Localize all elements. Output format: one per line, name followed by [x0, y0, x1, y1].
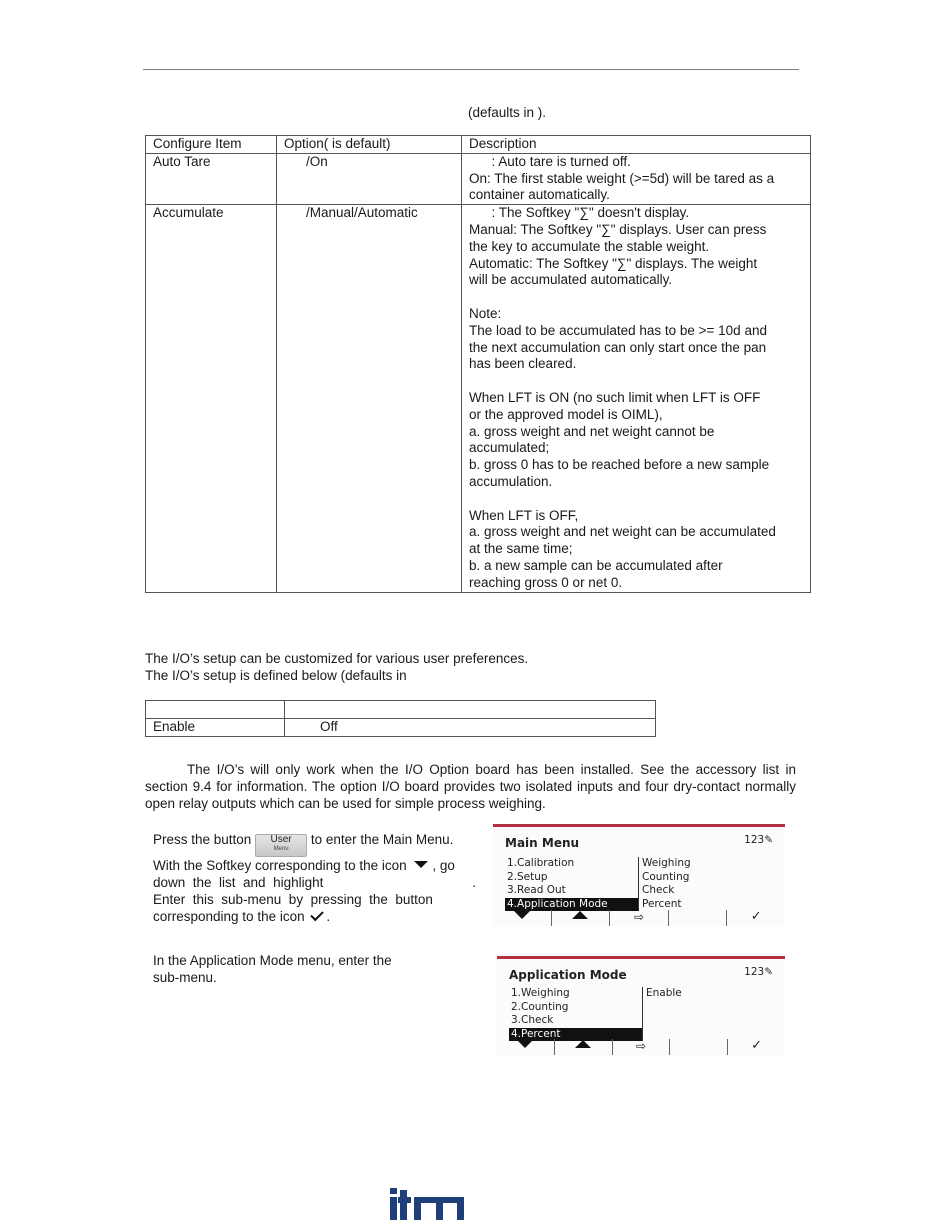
- step1-line4a: Enter this sub-menu by pressing the button: [153, 892, 433, 907]
- desc-line: a. gross weight and net weight can be accumulated: [469, 524, 776, 540]
- io-note: The I/O’s will only work when the I/O Option board has been installed. See the accessory list in section 9.4 for information. The option I/O board provides two isolated inputs and four dry-contact normally open relay outputs which can be used for simple process weighing.: [145, 762, 796, 811]
- defaults-note: (defaults in ).: [468, 105, 547, 120]
- list-item[interactable]: 1.Calibration: [507, 857, 575, 869]
- desc-line: [469, 491, 803, 508]
- desc-line: [469, 373, 803, 390]
- table-header-row: [146, 136, 811, 154]
- exit-icon: ⇨: [635, 1039, 647, 1053]
- screen-title: Main Menu: [505, 836, 580, 850]
- desc-line: : The Softkey "∑" doesn't display.: [469, 205, 690, 221]
- screen-right-list: [644, 987, 682, 1001]
- list-item: Check: [642, 884, 675, 896]
- main-menu-screen: [493, 824, 785, 926]
- row-option-auto-tare: /On: [306, 153, 328, 169]
- softkey-down[interactable]: [497, 1039, 554, 1055]
- step2-line2: sub-menu.: [153, 970, 217, 985]
- pencil-icon: ✎: [764, 966, 773, 978]
- io-intro-line-2: The I/O’s setup is defined below (defaults in: [145, 668, 407, 683]
- step1-press: Press the button: [153, 832, 252, 847]
- desc-line: will be accumulated automatically.: [469, 272, 673, 288]
- desc-line: Note:: [469, 305, 502, 321]
- softkey-down[interactable]: [493, 910, 551, 926]
- softkey-exit[interactable]: [609, 910, 668, 926]
- user-key-label: User: [270, 834, 292, 845]
- list-item-selected[interactable]: 4.Percent: [509, 1028, 642, 1042]
- softkey-blank[interactable]: [669, 1039, 727, 1055]
- softkey-bar: [493, 910, 785, 926]
- softkey-exit[interactable]: [612, 1039, 670, 1055]
- capacity-value: 123: [744, 834, 765, 846]
- desc-line: at the same time;: [469, 541, 573, 557]
- capacity-value: 123: [744, 966, 765, 978]
- desc-line: container automatically.: [469, 187, 610, 203]
- io-value-enable: Off: [320, 719, 338, 734]
- softkey-blank[interactable]: [668, 910, 727, 926]
- step2-line1: In the Application Mode menu, enter the: [153, 953, 392, 968]
- io-intro: [145, 650, 528, 684]
- table-row: [146, 205, 811, 592]
- user-menu-key[interactable]: [255, 834, 307, 857]
- application-mode-screen: [497, 956, 785, 1055]
- check-icon: ✓: [750, 909, 762, 924]
- desc-line: has been cleared.: [469, 356, 577, 372]
- step1-line2a: With the Softkey corresponding to the icon: [153, 858, 407, 873]
- desc-line: accumulated;: [469, 440, 550, 456]
- softkey-accept[interactable]: [727, 1039, 785, 1055]
- step1-line2b: , go: [432, 858, 455, 873]
- io-item-enable: Enable: [146, 719, 285, 737]
- step1-line5b: .: [326, 909, 331, 924]
- io-table: [145, 700, 656, 737]
- list-item: Weighing: [642, 857, 691, 869]
- desc-line: a. gross weight and net weight cannot be: [469, 423, 715, 439]
- screen-left-list: [509, 987, 642, 1041]
- up-arrow-icon: [575, 1040, 591, 1048]
- header-configure-item: Configure Item: [146, 136, 277, 154]
- desc-line: Manual: The Softkey "∑" displays. User can press: [469, 221, 767, 237]
- desc-line: On: The first stable weight (>=5d) will be tared as a: [469, 170, 775, 186]
- list-item[interactable]: 3.Read Out: [507, 884, 566, 896]
- desc-line: reaching gross 0 or net 0.: [469, 574, 623, 590]
- desc-line: b. a new sample can be accumulated after: [469, 557, 723, 573]
- row-item-auto-tare: Auto Tare: [146, 153, 277, 204]
- header-rule: [143, 69, 799, 70]
- list-item[interactable]: 2.Setup: [507, 870, 548, 883]
- check-icon: [311, 908, 324, 921]
- capacity-indicator: [744, 966, 773, 978]
- step1-line3a: down the list and highlight: [153, 875, 324, 890]
- column-divider: [642, 987, 643, 1041]
- header-description: Description: [462, 136, 811, 154]
- row-item-accumulate: Accumulate: [146, 205, 277, 592]
- list-item-selected[interactable]: 4.Application Mode: [505, 898, 638, 912]
- list-item[interactable]: 1.Weighing: [511, 987, 570, 999]
- desc-line: b. gross 0 has to be reached before a new sample: [469, 457, 770, 473]
- io-intro-line-1: The I/O’s setup can be customized for various user preferences.: [145, 651, 529, 666]
- desc-line: or the approved model is OIML),: [469, 406, 663, 422]
- row-desc-accumulate: [462, 205, 811, 592]
- list-item[interactable]: 3.Check: [511, 1014, 554, 1026]
- row-desc-auto-tare: [462, 153, 811, 204]
- desc-line: accumulation.: [469, 473, 553, 489]
- down-arrow-icon: [414, 861, 428, 868]
- column-divider: [638, 857, 639, 911]
- menu-key-label: Menu: [273, 846, 289, 852]
- config-table: [145, 135, 811, 593]
- screen-right-list: [640, 857, 691, 911]
- step1-to-enter: to enter the Main Menu.: [307, 832, 454, 847]
- io-header-row: [146, 701, 656, 719]
- desc-line: the key to accumulate the stable weight.: [469, 238, 710, 254]
- softkey-up[interactable]: [554, 1039, 612, 1055]
- desc-line: the next accumulation can only start once the pan: [469, 339, 767, 355]
- check-icon: ✓: [751, 1038, 763, 1053]
- itm-logo: [390, 1188, 464, 1222]
- list-item: Enable: [646, 987, 682, 999]
- screen-title: Application Mode: [509, 968, 627, 982]
- desc-line: The load to be accumulated has to be >= 10d and: [469, 322, 767, 338]
- exit-icon: ⇨: [633, 910, 645, 924]
- row-option-accumulate: /Manual/Automatic: [306, 205, 418, 221]
- desc-line: When LFT is ON (no such limit when LFT is OFF: [469, 389, 761, 405]
- desc-line: : Auto tare is turned off.: [469, 153, 631, 169]
- softkey-accept[interactable]: [726, 910, 785, 926]
- softkey-up[interactable]: [551, 910, 610, 926]
- table-row: [146, 153, 811, 204]
- list-item: Counting: [642, 870, 690, 883]
- step2-instructions: [153, 952, 392, 986]
- header-option: Option( is default): [277, 136, 462, 154]
- softkey-bar: [497, 1039, 785, 1055]
- up-arrow-icon: [572, 911, 588, 919]
- step1-instructions: [153, 831, 476, 925]
- down-arrow-icon: [517, 1040, 533, 1048]
- down-arrow-icon: [514, 911, 530, 919]
- pencil-icon: ✎: [764, 834, 773, 846]
- list-item[interactable]: 2.Counting: [511, 1000, 569, 1013]
- desc-line: [469, 289, 803, 306]
- list-item: Percent: [642, 897, 682, 910]
- io-header-item: [146, 701, 285, 719]
- step1-line5: corresponding to the icon: [153, 909, 305, 924]
- desc-line: When LFT is OFF,: [469, 507, 579, 523]
- io-header-option: [285, 701, 656, 719]
- step1-line3b: .: [472, 875, 476, 890]
- screen-left-list: [505, 857, 638, 911]
- capacity-indicator: [744, 834, 773, 846]
- table-row: [146, 719, 656, 737]
- desc-line: Automatic: The Softkey "∑" displays. The weight: [469, 255, 758, 271]
